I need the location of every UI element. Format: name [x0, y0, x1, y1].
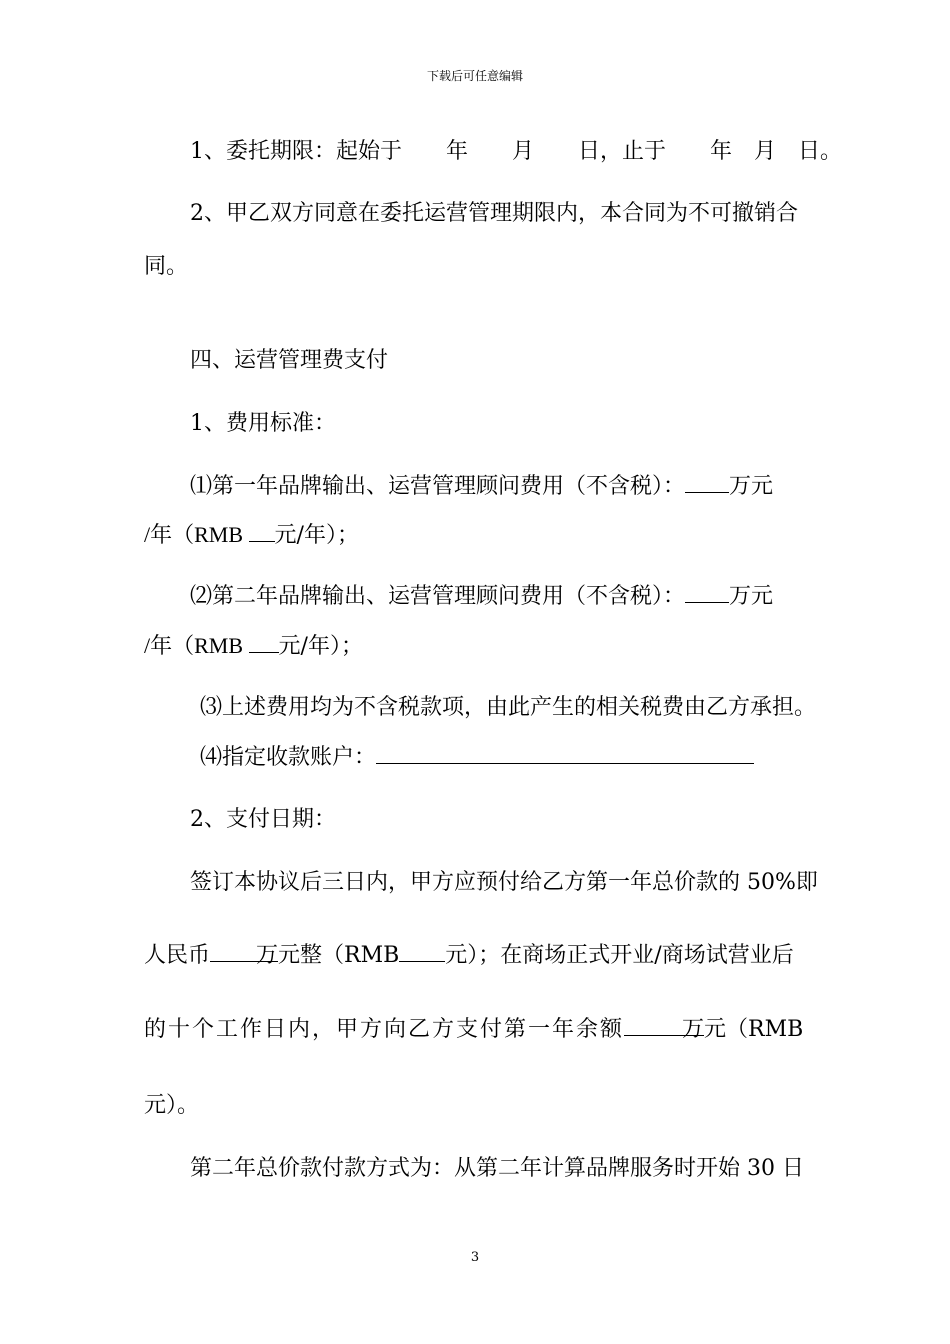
- balance-blank: [624, 1015, 682, 1036]
- fee-year2-blank: [685, 582, 729, 603]
- fee-year2-rmb-text: /年（RMB: [144, 633, 249, 658]
- fee-year1-rmb-line: [144, 520, 359, 551]
- payment-para-line2: [144, 941, 794, 971]
- rmb-label: 人民币: [144, 943, 211, 968]
- account-line: [200, 743, 754, 773]
- fee-year2-rmb-blank: [249, 632, 279, 653]
- payment-para-line3: [144, 1015, 803, 1045]
- term-clause-2-cont: 同。: [144, 254, 189, 279]
- prepay-unit: 万: [256, 943, 279, 968]
- prepay-blank: [210, 941, 256, 962]
- fee-year2-line: [190, 582, 773, 612]
- payment-para-line1: 签订本协议后三日内，甲方应预付给乙方第一年总价款的 50%即: [190, 870, 818, 895]
- fee-year2-text: ⑵第二年品牌输出、运营管理顾问费用（不含税）：: [190, 584, 686, 609]
- term-clause-2: 2、甲乙双方同意在委托运营管理期限内，本合同为不可撤销合: [190, 201, 798, 226]
- account-label: ⑷指定收款账户：: [200, 745, 377, 770]
- year2-payment-line: 第二年总价款付款方式为：从第二年计算品牌服务时开始 30 日: [190, 1156, 804, 1181]
- fee-year1-text: ⑴第一年品牌输出、运营管理顾问费用（不含税）：: [190, 474, 686, 499]
- page-number: 3: [470, 1250, 480, 1265]
- fee-year1-rmb-blank: [249, 521, 275, 542]
- section-heading-fee-payment: 四、运营管理费支付: [190, 348, 389, 373]
- payment-para-line4: 元）。: [144, 1093, 200, 1118]
- tax-clause: ⑶上述费用均为不含税款项，由此产生的相关税费由乙方承担。: [200, 695, 817, 720]
- page-header-note: 下载后可任意编辑: [426, 69, 523, 83]
- fee-year2-rmb-line: [144, 631, 363, 662]
- prepay-rmb-text: 元整（RMB: [278, 943, 400, 968]
- balance-unit: 万: [682, 1017, 705, 1042]
- fee-year2-unit: 万元: [729, 584, 774, 609]
- term-clause-1: 1、委托期限：起始于 年 月 日，止于 年 月 日。: [190, 139, 842, 164]
- fee-year1-unit: 万元: [729, 474, 774, 499]
- fee-year1-line: [190, 472, 773, 502]
- balance-rmb-text: 元（RMB: [704, 1017, 804, 1042]
- fee-year1-rmb-text: /年（RMB: [144, 522, 249, 547]
- fee-standard-heading: 1、费用标准：: [190, 411, 336, 436]
- fee-year2-rmb-unit: 元/年）；: [278, 634, 363, 659]
- balance-text: 的十个工作日内，甲方向乙方支付第一年余额: [144, 1017, 625, 1042]
- fee-year1-blank: [685, 472, 729, 493]
- fee-year1-rmb-unit: 元/年）；: [274, 523, 359, 548]
- prepay-rest: 元）；在商场正式开业/商场试营业后: [445, 943, 794, 968]
- account-blank: [376, 743, 754, 764]
- prepay-rmb-blank: [399, 941, 445, 962]
- payment-date-heading: 2、支付日期：: [190, 807, 336, 832]
